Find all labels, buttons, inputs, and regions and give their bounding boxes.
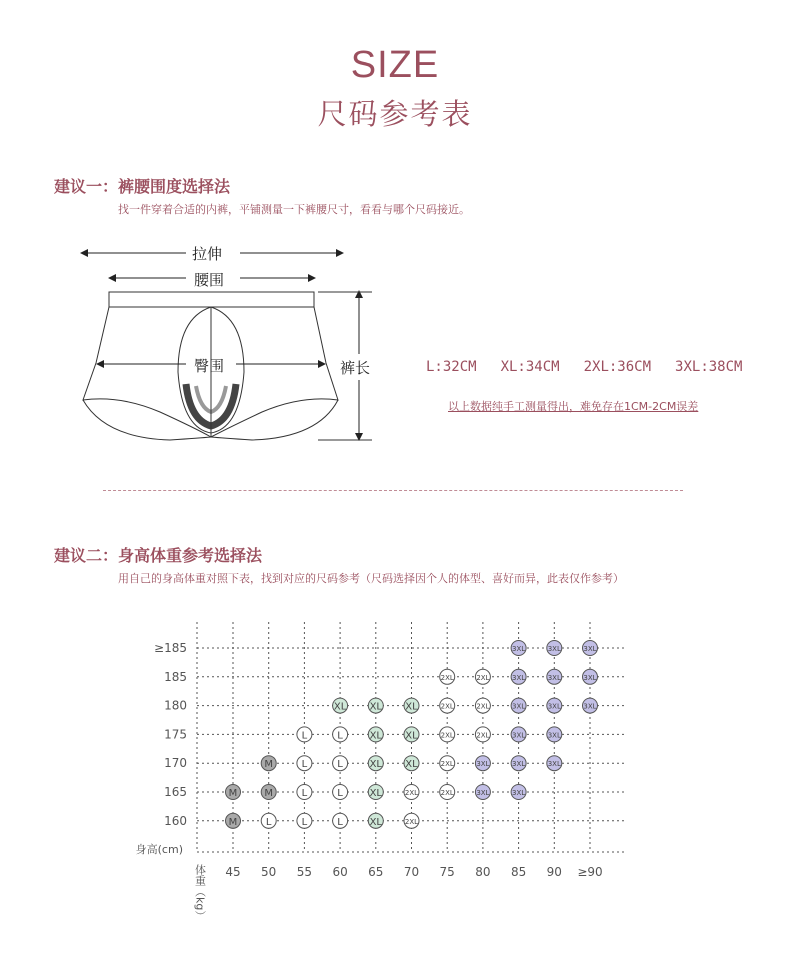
size-bubble-label: XL — [369, 816, 383, 828]
weight-tick-label: 50 — [261, 865, 277, 879]
section-divider — [103, 490, 683, 491]
size-bubble-label: 3XL — [512, 760, 526, 769]
size-bubble-label: 2XL — [440, 702, 454, 711]
x-axis-label: 体重（kg） — [193, 864, 207, 922]
size-bubble-label: 3XL — [512, 673, 526, 682]
size-bubble-label: 3XL — [476, 789, 490, 797]
size-bubble-label: XL — [405, 701, 418, 713]
weight-tick-label: 75 — [439, 865, 455, 879]
size-bubble-label: 2XL — [476, 702, 490, 711]
weight-tick-label: 70 — [403, 865, 420, 879]
size-bubble-label: XL — [369, 701, 383, 713]
weight-tick-label: 85 — [510, 865, 527, 879]
size-bubble-label: L — [301, 788, 308, 799]
size-bubble-label: 3XL — [547, 731, 561, 740]
height-tick-label: ≥185 — [154, 641, 187, 655]
size-bubble-label: 3XL — [583, 702, 597, 711]
size-bubble-label: L — [301, 816, 308, 828]
height-tick-label: 185 — [164, 669, 187, 684]
size-bubble-label: 3XL — [547, 760, 561, 769]
size-bubble-label: 2XL — [404, 817, 419, 826]
size-bubble-label: 3XL — [512, 702, 526, 711]
size-bubble-label: L — [337, 759, 343, 771]
size-bubble-label: L — [301, 759, 308, 771]
method1-description: 找一件穿着合适的内裤，平铺测量一下裤腰尺寸，看看与哪个尺码接近。 — [118, 203, 470, 216]
stretch-label: 拉伸 — [192, 245, 223, 263]
size-bubble-label: 3XL — [512, 645, 526, 653]
size-bubble-label: L — [337, 788, 343, 799]
size-bubble-label: 2XL — [476, 731, 490, 740]
height-tick-label: 170 — [164, 756, 187, 771]
method2-title: 建议二：身高体重参考选择法 — [54, 546, 263, 565]
size-bubble-label: 3XL — [476, 760, 490, 769]
method2-description: 用自己的身高体重对照下表，找到对应的尺码参考（尺码选择因个人的体型、喜好而异，此表仅作参考） — [118, 572, 624, 585]
size-bubble-label: XL — [405, 730, 418, 742]
size-chart-svg — [0, 600, 790, 940]
size-bubble-label: M — [264, 759, 274, 771]
method1-title: 建议一：裤腰围度选择法 — [54, 177, 231, 196]
height-tick-label: 160 — [164, 813, 187, 828]
size-bubble-label: XL — [405, 759, 418, 771]
weight-tick-label: 65 — [368, 865, 384, 879]
size-bubble-label: M — [264, 788, 274, 799]
size-bubble-label: XL — [369, 730, 383, 742]
size-bubble-label: 3XL — [512, 789, 526, 797]
size-chart — [0, 600, 790, 940]
measurement-note: 以上数据纯手工测量得出，难免存在1CM-2CM误差 — [448, 400, 699, 413]
size-bubble-label: 3XL — [547, 645, 561, 653]
size-bubble-label: 3XL — [583, 673, 597, 682]
size-bubble-label: L — [337, 816, 343, 828]
weight-tick-label: ≥90 — [577, 865, 603, 879]
waist-label: 腰围 — [194, 271, 225, 289]
size-bubble-label: XL — [369, 759, 383, 771]
size-bubble-label: L — [301, 730, 308, 742]
size-bubble-label: 2XL — [404, 789, 419, 797]
size-bubble-label: 3XL — [547, 673, 561, 682]
weight-tick-label: 60 — [332, 865, 348, 879]
size-bubble-label: 2XL — [440, 731, 454, 740]
length-label: 裤长 — [340, 359, 371, 377]
size-bubble-label: L — [337, 730, 343, 742]
weight-tick-label: 55 — [296, 865, 313, 879]
size-bubble-label: 3XL — [512, 731, 526, 740]
size-bubble-label: 2XL — [440, 673, 454, 682]
height-tick-label: 180 — [164, 698, 187, 713]
hip-label: 臀围 — [194, 357, 225, 375]
size-bubble-label: 3XL — [583, 645, 597, 653]
size-bubble-label: XL — [369, 788, 383, 799]
y-axis-label: 身高(cm) — [135, 843, 183, 856]
weight-tick-label: 45 — [225, 865, 241, 879]
page-title: SIZE — [350, 44, 440, 86]
waist-size-list — [426, 359, 742, 375]
size-bubble-label: XL — [333, 701, 347, 713]
weight-tick-label: 80 — [475, 865, 491, 879]
height-tick-label: 165 — [164, 785, 187, 799]
size-xl-value: XL:34CM — [500, 359, 560, 375]
weight-tick-label: 90 — [546, 865, 562, 879]
page-subtitle: 尺码参考表 — [317, 97, 473, 131]
size-bubble-label: 3XL — [547, 702, 561, 711]
size-bubble-label: 2XL — [476, 673, 490, 682]
size-3xl-value: 3XL:38CM — [675, 359, 743, 375]
size-bubble-label: M — [228, 788, 238, 799]
size-bubble-label: 2XL — [440, 760, 454, 769]
size-2xl-value: 2XL:36CM — [583, 359, 652, 375]
size-bubble-label: 2XL — [440, 789, 454, 797]
size-bubble-label: L — [265, 816, 272, 828]
size-l-value: L:32CM — [426, 359, 477, 375]
size-bubble-label: M — [228, 816, 238, 828]
height-tick-label: 175 — [164, 727, 187, 742]
